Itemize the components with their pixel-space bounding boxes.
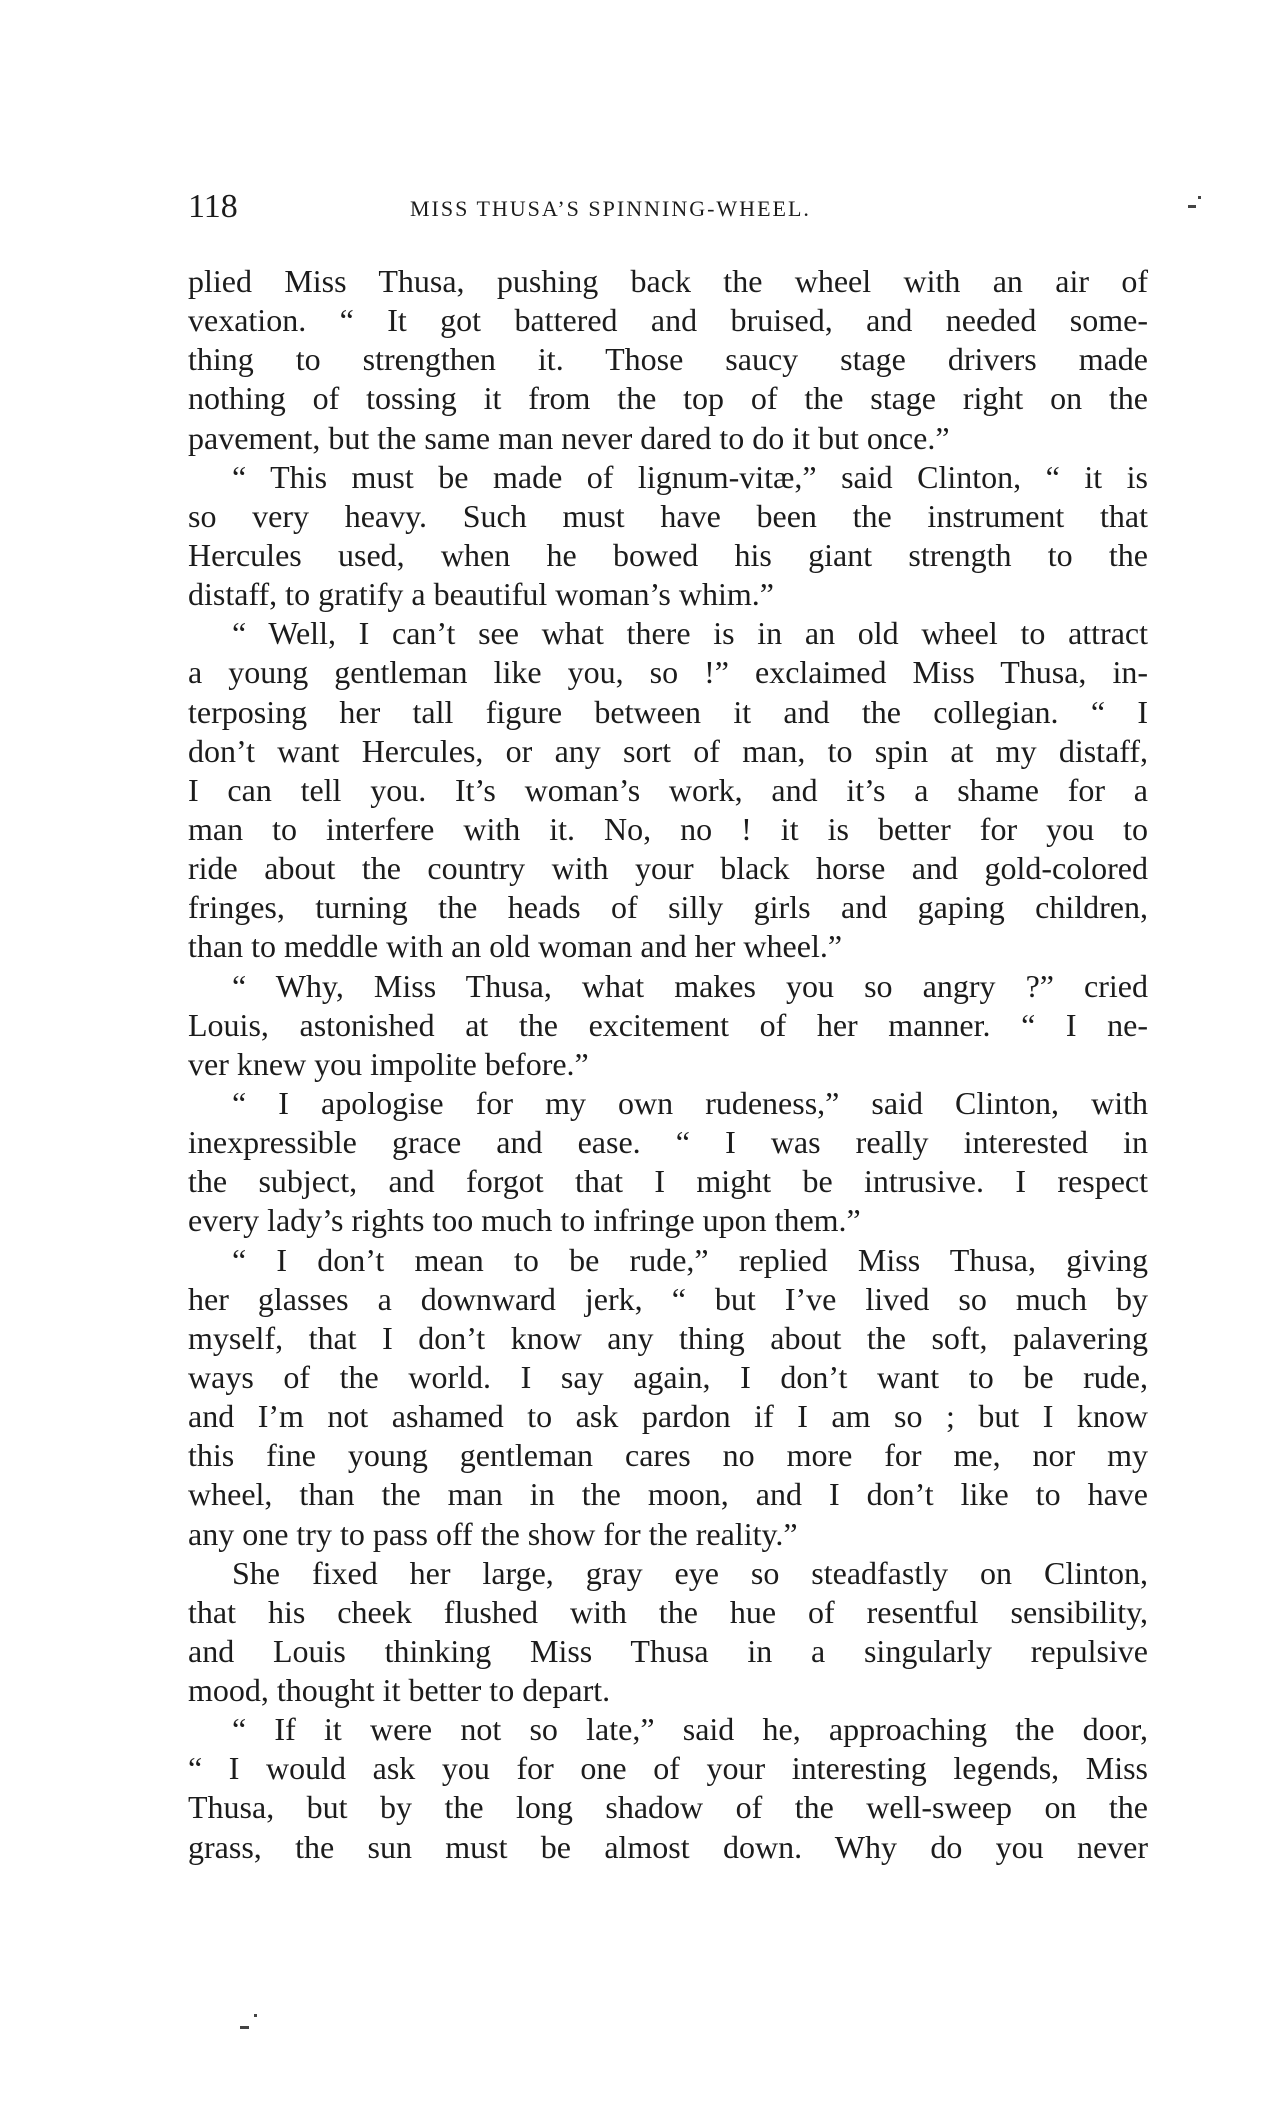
text-line: terposing her tall figure between it and the collegian. “ I bbox=[188, 693, 1148, 730]
text-line: ways of the world. I say again, I don’t want to be rude, bbox=[188, 1358, 1148, 1395]
page-number: 118 bbox=[188, 188, 238, 225]
text-line: “ I don’t mean to be rude,” replied Miss Thusa, giving bbox=[232, 1241, 1148, 1278]
text-line: ver knew you impolite before.” bbox=[188, 1045, 589, 1082]
text-line: Thusa, but by the long shadow of the well-sweep on the bbox=[188, 1789, 1148, 1826]
text-line: “ I apologise for my own rudeness,” said Clinton, with bbox=[232, 1084, 1148, 1121]
text-line: grass, the sun must be almost down. Why do you never bbox=[188, 1828, 1148, 1865]
text-line: and Louis thinking Miss Thusa in a singularly repulsive bbox=[188, 1632, 1148, 1669]
text-line: Hercules used, when he bowed his giant strength to the bbox=[188, 536, 1148, 573]
page-speck bbox=[254, 2014, 257, 2017]
text-line: “ Well, I can’t see what there is in an old wheel to attract bbox=[232, 615, 1148, 652]
text-line: every lady’s rights too much to infringe upon them.” bbox=[188, 1202, 861, 1239]
text-line: “ I would ask you for one of your interesting legends, Miss bbox=[188, 1750, 1148, 1787]
text-line: pavement, but the same man never dared to do it but once.” bbox=[188, 419, 950, 456]
text-line: Louis, astonished at the excitement of her manner. “ I ne- bbox=[188, 1006, 1148, 1043]
text-line: vexation. “ It got battered and bruised, and needed some- bbox=[188, 302, 1148, 339]
text-line: than to meddle with an old woman and her wheel.” bbox=[188, 928, 843, 965]
text-line: I can tell you. It’s woman’s work, and it’s a shame for a bbox=[188, 771, 1148, 808]
text-line: mood, thought it better to depart. bbox=[188, 1672, 611, 1709]
text-line: distaff, to gratify a beautiful woman’s whim.” bbox=[188, 576, 774, 613]
text-line: wheel, than the man in the moon, and I don’t like to have bbox=[188, 1476, 1148, 1513]
text-line: any one try to pass off the show for the reality.” bbox=[188, 1515, 798, 1552]
text-line: inexpressible grace and ease. “ I was really interested in bbox=[188, 1124, 1148, 1161]
corner-mark bbox=[1188, 205, 1196, 208]
text-line: nothing of tossing it from the top of the stage right on the bbox=[188, 380, 1148, 417]
running-head bbox=[188, 185, 1148, 229]
text-line: She fixed her large, gray eye so steadfastly on Clinton, bbox=[232, 1554, 1148, 1591]
text-line: “ If it were not so late,” said he, approaching the door, bbox=[232, 1711, 1148, 1748]
text-line: a young gentleman like you, so !” exclaimed Miss Thusa, in- bbox=[188, 654, 1148, 691]
text-line: and I’m not ashamed to ask pardon if I am so ; but I know bbox=[188, 1398, 1148, 1435]
running-title: MISS THUSA’S SPINNING-WHEEL. bbox=[410, 196, 811, 221]
text-line: plied Miss Thusa, pushing back the wheel with an air of bbox=[188, 263, 1148, 299]
text-line: “ This must be made of lignum-vitæ,” said Clinton, “ it is bbox=[232, 458, 1148, 495]
text-line: fringes, turning the heads of silly girls and gaping children, bbox=[188, 889, 1148, 926]
text-line: so very heavy. Such must have been the instrument that bbox=[188, 497, 1148, 534]
text-line: “ Why, Miss Thusa, what makes you so angry ?” cried bbox=[232, 967, 1148, 1004]
text-line: ride about the country with your black horse and gold-colored bbox=[188, 850, 1148, 887]
text-line: this fine young gentleman cares no more for me, nor my bbox=[188, 1437, 1148, 1474]
text-line: don’t want Hercules, or any sort of man, to spin at my distaff, bbox=[188, 732, 1148, 769]
text-line: thing to strengthen it. Those saucy stage drivers made bbox=[188, 341, 1148, 378]
text-line: her glasses a downward jerk, “ but I’ve lived so much by bbox=[188, 1280, 1148, 1317]
corner-mark bbox=[1198, 196, 1201, 199]
text-line: that his cheek flushed with the hue of resentful sensibility, bbox=[188, 1593, 1148, 1630]
page-speck bbox=[240, 2026, 249, 2029]
text-line: man to interfere with it. No, no ! it is better for you to bbox=[188, 810, 1148, 847]
text-line: myself, that I don’t know any thing about the soft, palavering bbox=[188, 1319, 1148, 1356]
body-text bbox=[188, 262, 1148, 1867]
text-line: the subject, and forgot that I might be intrusive. I respect bbox=[188, 1163, 1148, 1200]
